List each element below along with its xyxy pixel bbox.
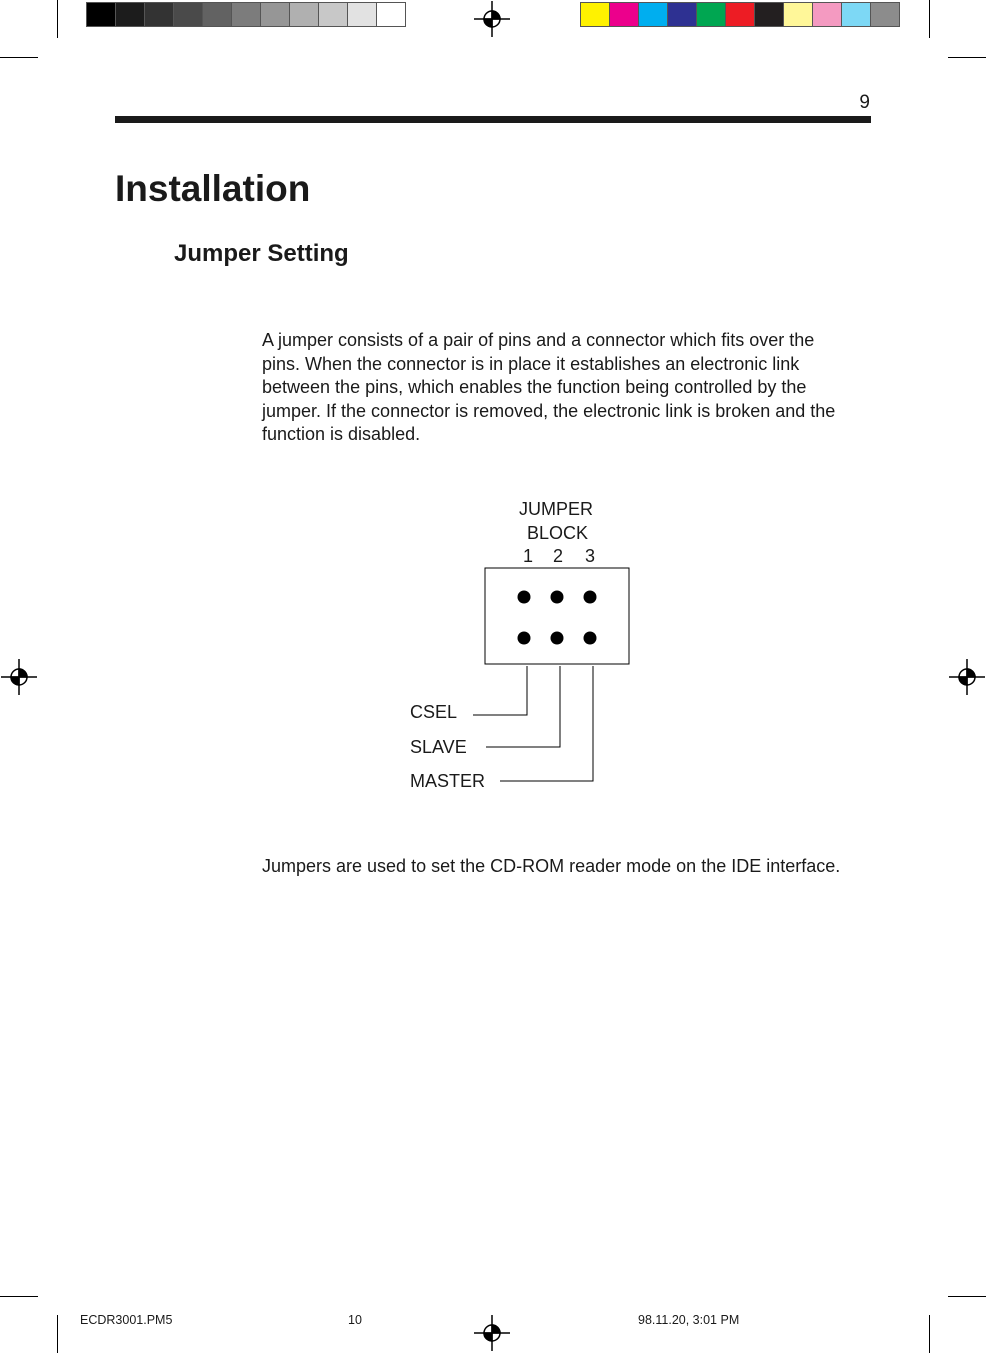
registration-mark-left-icon xyxy=(1,659,37,695)
label-slave: SLAVE xyxy=(410,737,467,757)
label-master: MASTER xyxy=(410,771,486,791)
section-title: Jumper Setting xyxy=(174,240,349,267)
jumper-pin xyxy=(518,591,531,604)
csel-leader-line xyxy=(473,666,527,715)
jumper-pin xyxy=(584,591,597,604)
jumper-block-frame xyxy=(485,568,629,664)
jumper-pin xyxy=(584,632,597,645)
label-csel: CSEL xyxy=(410,702,458,722)
intro-paragraph xyxy=(262,329,872,447)
pin-number-3: 3 xyxy=(585,546,596,566)
registration-mark-top-icon xyxy=(474,1,510,37)
page-title: Installation xyxy=(115,168,311,209)
registration-mark-bottom-icon xyxy=(474,1315,510,1351)
footer-filename: ECDR3001.PM5 xyxy=(80,1313,173,1327)
page-number: 9 xyxy=(859,92,870,113)
slave-leader-line xyxy=(486,666,560,747)
paragraph-line: function is disabled. xyxy=(262,424,421,444)
pin-number-2: 2 xyxy=(553,546,564,566)
diagram-header-jumper: JUMPER xyxy=(519,499,594,519)
paragraph-line: jumper. If the connector is removed, the electronic link is broken and the xyxy=(262,400,836,421)
footer-timestamp: 98.11.20, 3:01 PM xyxy=(638,1313,740,1327)
diagram-header-block: BLOCK xyxy=(527,523,589,543)
jumper-pin xyxy=(551,632,564,645)
diagram-caption: Jumpers are used to set the CD-ROM reader mode on the IDE interface. xyxy=(262,856,841,876)
paragraph-line: between the pins, which enables the function being controlled by the xyxy=(262,377,807,397)
jumper-block-diagram xyxy=(473,568,629,781)
footer-page: 10 xyxy=(348,1313,362,1327)
jumper-pin xyxy=(518,632,531,645)
header-rule xyxy=(115,116,871,123)
jumper-pin xyxy=(551,591,564,604)
pin-number-1: 1 xyxy=(523,546,534,566)
registration-mark-right-icon xyxy=(949,659,985,695)
master-leader-line xyxy=(500,666,593,781)
paragraph-line: A jumper consists of a pair of pins and a connector which fits over the xyxy=(262,330,815,350)
paragraph-line: pins. When the connector is in place it establishes an electronic link xyxy=(262,353,800,374)
